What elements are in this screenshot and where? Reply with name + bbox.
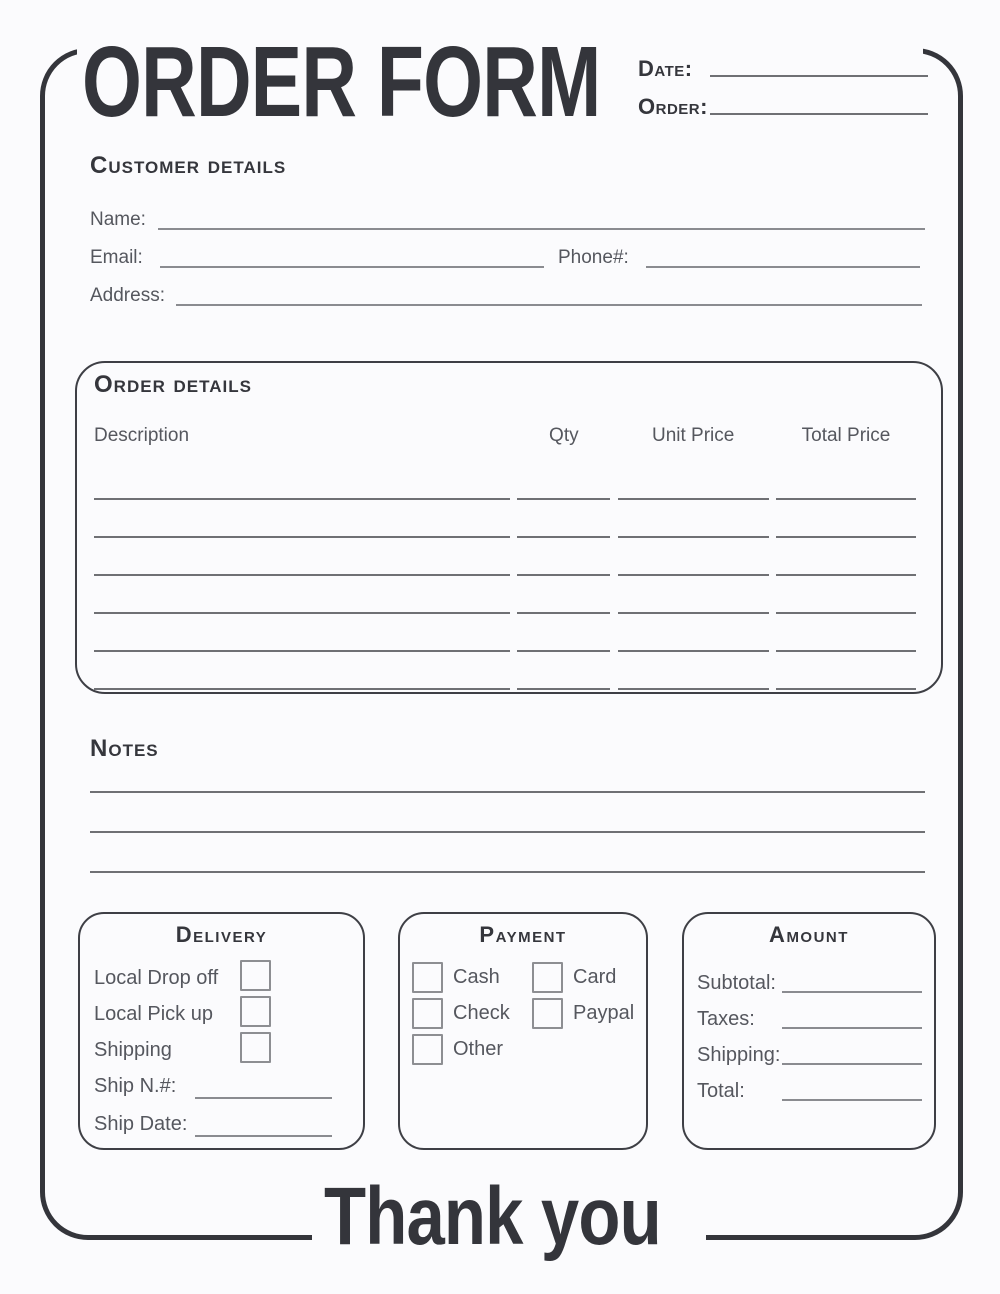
- payment-option-row: [412, 959, 510, 995]
- order-number-row: [638, 96, 928, 118]
- order-line-total-price[interactable]: [776, 614, 916, 652]
- order-line-total-price[interactable]: [776, 500, 916, 538]
- order-table-row: [94, 538, 916, 576]
- delivery-option-row: [80, 959, 363, 995]
- thank-you-text: Thank you: [324, 1171, 661, 1262]
- amount-row: [697, 1068, 922, 1104]
- delivery-checkbox-local-pick-up[interactable]: [240, 996, 271, 1027]
- order-line-qty[interactable]: [517, 576, 610, 614]
- ship-number-line[interactable]: [195, 1079, 332, 1099]
- date-row: [638, 58, 928, 80]
- order-table-row: [94, 614, 916, 652]
- ship-date-label: Ship Date:: [94, 1113, 188, 1135]
- payment-column-right: [532, 959, 634, 1031]
- name-line[interactable]: [158, 210, 925, 230]
- amount-line-total[interactable]: [782, 1098, 922, 1101]
- payment-heading: Payment: [479, 922, 567, 947]
- customer-details-heading: Customer details: [90, 152, 287, 179]
- column-qty: Qty: [549, 425, 579, 446]
- order-line-description[interactable]: [94, 614, 510, 652]
- email-label: Email:: [90, 247, 143, 268]
- date-label: date:: [638, 56, 693, 81]
- payment-option-row: [412, 1031, 510, 1067]
- order-line-qty[interactable]: [517, 462, 610, 500]
- payment-checkbox-check[interactable]: [412, 998, 443, 1029]
- order-line[interactable]: [710, 112, 928, 115]
- order-table-row: [94, 652, 916, 690]
- payment-option-label: Other: [453, 1038, 504, 1060]
- order-line-unit-price[interactable]: [618, 462, 769, 500]
- order-line-qty[interactable]: [517, 500, 610, 538]
- payment-option-row: [412, 995, 510, 1031]
- phone-label: Phone#:: [558, 247, 629, 268]
- ship-date-line[interactable]: [195, 1117, 332, 1137]
- notes-line[interactable]: [90, 833, 925, 873]
- notes-line[interactable]: [90, 793, 925, 833]
- payment-checkbox-paypal[interactable]: [532, 998, 563, 1029]
- payment-checkbox-other[interactable]: [412, 1034, 443, 1065]
- delivery-checkbox-shipping[interactable]: [240, 1032, 271, 1063]
- notes-lines: [90, 753, 925, 873]
- order-line-total-price[interactable]: [776, 652, 916, 690]
- amount-label-subtotal: Subtotal:: [697, 972, 776, 994]
- order-table-row: [94, 462, 916, 500]
- column-description: Description: [94, 425, 190, 446]
- order-line-description[interactable]: [94, 500, 510, 538]
- name-label: Name:: [90, 209, 146, 230]
- order-line-unit-price[interactable]: [618, 576, 769, 614]
- order-line-description[interactable]: [94, 652, 510, 690]
- amount-row: [697, 996, 922, 1032]
- date-line[interactable]: [710, 74, 928, 77]
- payment-option-row: [532, 995, 634, 1031]
- payment-box: [398, 912, 648, 1150]
- payment-option-label: Cash: [453, 966, 500, 988]
- order-rows: [94, 462, 916, 690]
- order-line-total-price[interactable]: [776, 538, 916, 576]
- amount-line-subtotal[interactable]: [782, 990, 922, 993]
- order-table-header: [94, 425, 916, 448]
- order-line-unit-price[interactable]: [618, 614, 769, 652]
- address-line[interactable]: [176, 286, 922, 306]
- amount-rows: [697, 960, 922, 1104]
- delivery-heading: Delivery: [175, 922, 268, 947]
- address-label: Address:: [90, 285, 165, 306]
- order-line-description[interactable]: [94, 576, 510, 614]
- notes-heading: Notes: [90, 735, 159, 762]
- order-label: Order:: [638, 94, 708, 119]
- phone-line[interactable]: [646, 248, 920, 268]
- delivery-option-row: [80, 1031, 363, 1067]
- page-title: ORDER FORM: [82, 26, 601, 138]
- email-line[interactable]: [160, 248, 544, 268]
- payment-checkbox-cash[interactable]: [412, 962, 443, 993]
- ship-number-label: Ship N.#:: [94, 1075, 177, 1097]
- delivery-options: [80, 959, 363, 1067]
- order-line-unit-price[interactable]: [618, 538, 769, 576]
- order-table-row: [94, 500, 916, 538]
- amount-line-taxes[interactable]: [782, 1026, 922, 1029]
- payment-checkbox-card[interactable]: [532, 962, 563, 993]
- column-total-price: Total Price: [801, 425, 891, 446]
- delivery-option-row: [80, 995, 363, 1031]
- order-details-heading: Order details: [94, 371, 252, 398]
- delivery-checkbox-local-drop-off[interactable]: [240, 960, 271, 991]
- order-table-row: [94, 576, 916, 614]
- payment-option-label: Check: [453, 1002, 510, 1024]
- order-line-description[interactable]: [94, 462, 510, 500]
- amount-heading: Amount: [769, 922, 849, 947]
- payment-option-label: Paypal: [573, 1002, 635, 1024]
- payment-column-left: [412, 959, 510, 1067]
- order-line-qty[interactable]: [517, 652, 610, 690]
- delivery-option-label: Shipping: [94, 1039, 172, 1061]
- amount-label-taxes: Taxes:: [697, 1008, 755, 1030]
- payment-option-row: [532, 959, 634, 995]
- order-line-qty[interactable]: [517, 538, 610, 576]
- delivery-option-label: Local Drop off: [94, 967, 219, 989]
- order-details-box: [75, 361, 943, 694]
- amount-row: [697, 1032, 922, 1068]
- notes-line[interactable]: [90, 753, 925, 793]
- column-unit-price: Unit Price: [651, 425, 735, 446]
- delivery-box: [78, 912, 365, 1150]
- amount-box: [682, 912, 936, 1150]
- order-line-total-price[interactable]: [776, 462, 916, 500]
- amount-row: [697, 960, 922, 996]
- amount-label-total: Total:: [697, 1080, 745, 1102]
- delivery-option-label: Local Pick up: [94, 1003, 213, 1025]
- amount-label-shipping: Shipping:: [697, 1044, 781, 1066]
- amount-line-shipping[interactable]: [782, 1062, 922, 1065]
- order-line-description[interactable]: [94, 538, 510, 576]
- order-line-unit-price[interactable]: [618, 652, 769, 690]
- payment-option-label: Card: [573, 966, 617, 988]
- order-line-total-price[interactable]: [776, 576, 916, 614]
- order-line-qty[interactable]: [517, 614, 610, 652]
- order-line-unit-price[interactable]: [618, 500, 769, 538]
